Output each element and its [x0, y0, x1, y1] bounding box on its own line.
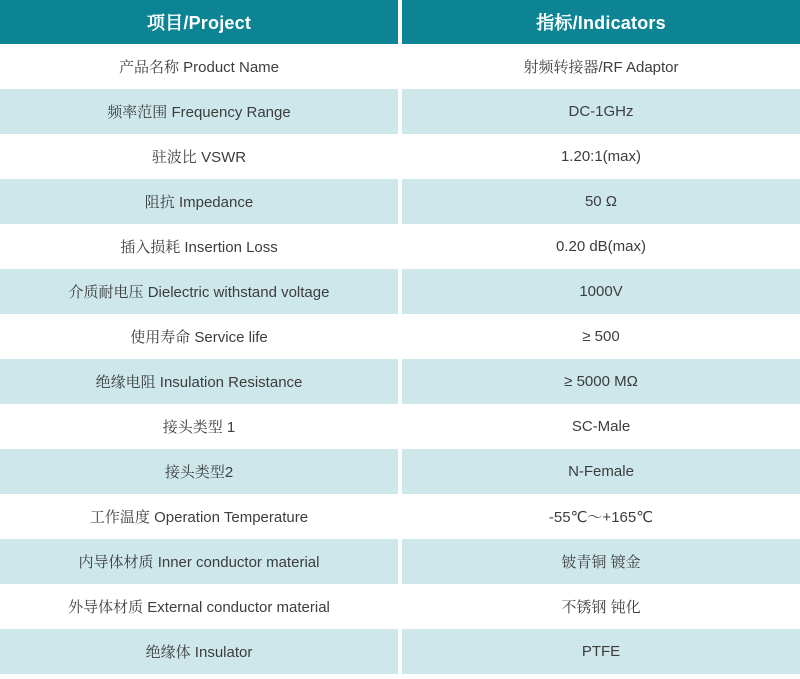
indicator-cell: 铍青铜 镀金 — [402, 539, 800, 584]
table-row — [0, 359, 800, 404]
project-cell: 插入损耗 Insertion Loss — [0, 224, 398, 269]
table-row — [0, 179, 800, 224]
project-cell: 外导体材质 External conductor material — [0, 584, 398, 629]
table-row — [0, 224, 800, 269]
project-cell: 工作温度 Operation Temperature — [0, 494, 398, 539]
project-cell: 产品名称 Product Name — [0, 44, 398, 89]
indicator-cell: 射频转接器/RF Adaptor — [402, 44, 800, 89]
project-cell: 使用寿命 Service life — [0, 314, 398, 359]
table-row — [0, 584, 800, 629]
project-cell: 内导体材质 Inner conductor material — [0, 539, 398, 584]
indicator-cell: 50 Ω — [402, 179, 800, 224]
table-row — [0, 539, 800, 584]
table-row — [0, 44, 800, 89]
table-row — [0, 269, 800, 314]
indicator-cell: -55℃～+165℃ — [402, 494, 800, 539]
table-row — [0, 314, 800, 359]
indicator-cell: 0.20 dB(max) — [402, 224, 800, 269]
indicator-cell: 不锈钢 钝化 — [402, 584, 800, 629]
project-cell: 介质耐电压 Dielectric withstand voltage — [0, 269, 398, 314]
project-cell: 阻抗 Impedance — [0, 179, 398, 224]
project-cell: 绝缘电阻 Insulation Resistance — [0, 359, 398, 404]
project-cell: 频率范围 Frequency Range — [0, 89, 398, 134]
project-cell: 驻波比 VSWR — [0, 134, 398, 179]
table-row — [0, 449, 800, 494]
indicator-cell: 1000V — [402, 269, 800, 314]
indicator-cell: ≥ 500 — [402, 314, 800, 359]
project-cell: 接头类型 1 — [0, 404, 398, 449]
table-row — [0, 404, 800, 449]
project-cell: 绝缘体 Insulator — [0, 629, 398, 674]
table-row — [0, 494, 800, 539]
project-cell: 接头类型2 — [0, 449, 398, 494]
header-cell-project: 项目/Project — [0, 0, 398, 44]
table-body — [0, 44, 800, 674]
indicator-cell: PTFE — [402, 629, 800, 674]
header-cell-indicators: 指标/Indicators — [402, 0, 800, 44]
indicator-cell: SC-Male — [402, 404, 800, 449]
table-header-row — [0, 0, 800, 44]
indicator-cell: 1.20:1(max) — [402, 134, 800, 179]
indicator-cell: DC-1GHz — [402, 89, 800, 134]
table-row — [0, 134, 800, 179]
table-row — [0, 629, 800, 674]
table-row — [0, 89, 800, 134]
indicator-cell: ≥ 5000 MΩ — [402, 359, 800, 404]
indicator-cell: N-Female — [402, 449, 800, 494]
